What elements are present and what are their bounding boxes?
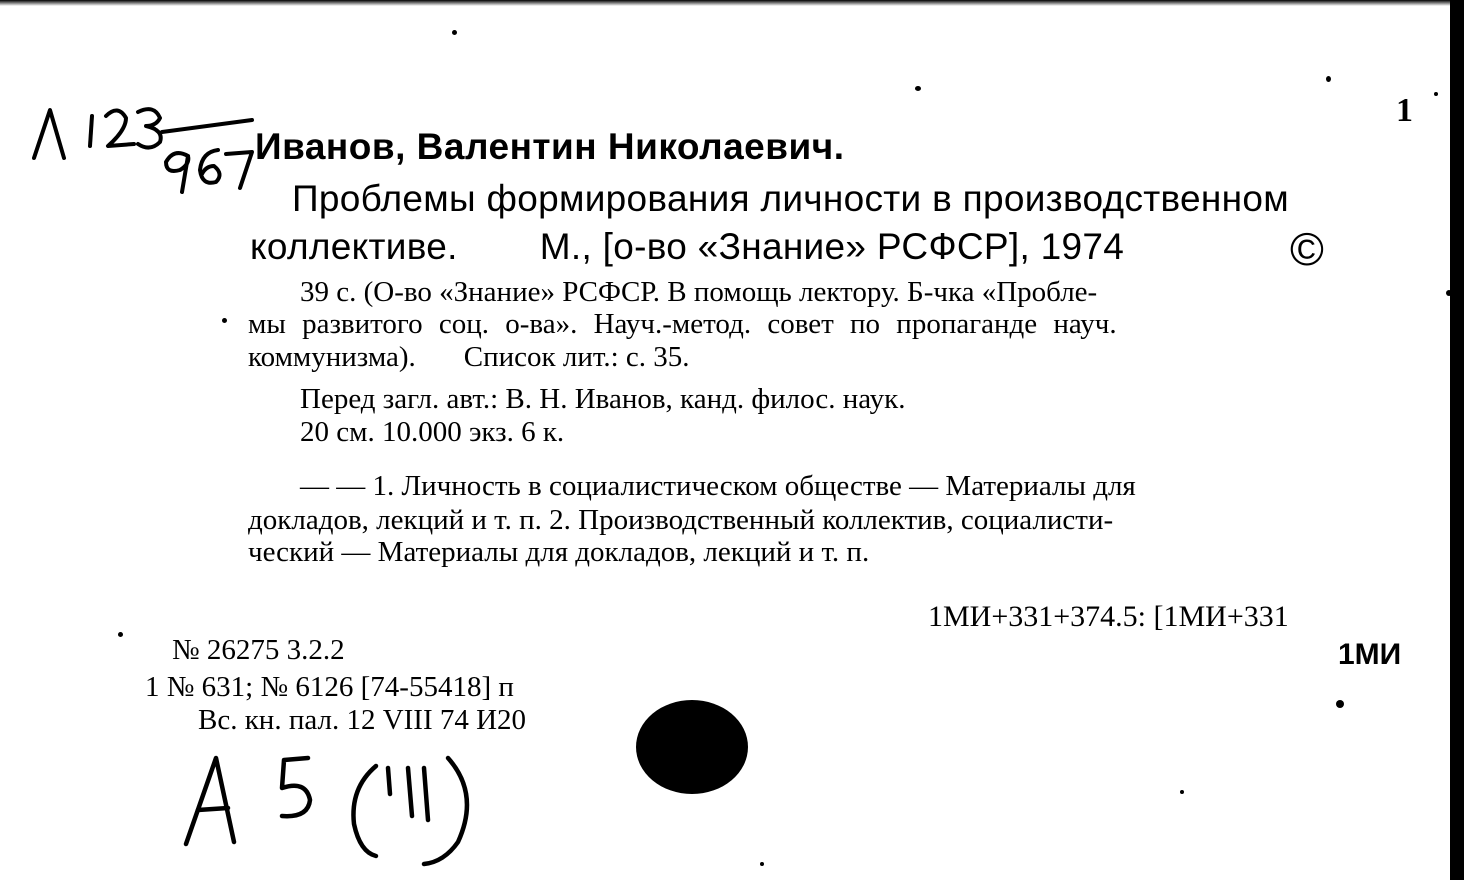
handwritten-shelfmark [30, 96, 260, 196]
author-note: Перед загл. авт.: В. Н. Иванов, канд. филос. наук. [300, 383, 906, 415]
scan-speck [1446, 290, 1452, 296]
scan-speck [1336, 700, 1344, 708]
physical-description: 20 см. 10.000 экз. 6 к. [300, 416, 565, 448]
subject-line-3: ческий — Материалы для докладов, лекций и т. п. [248, 536, 870, 568]
scan-speck [1326, 76, 1331, 82]
punch-hole [636, 700, 748, 794]
classification-index: 1МИ+331+374.5: [1МИ+331 [928, 600, 1289, 633]
copyright-icon: © [1290, 223, 1324, 275]
title-line-2-part-a: коллективе. [250, 226, 458, 267]
scan-speck [222, 318, 227, 323]
scan-speck [1434, 92, 1438, 96]
description-line-3-part-a: коммунизма). [248, 341, 416, 373]
control-numbers: 1 № 631; № 6126 [74-55418] п [145, 671, 514, 703]
card-number: 1 [1396, 92, 1413, 129]
description-line-2: мы развитого соц. о-ва». Науч.-метод. совет по пропаганде науч. [248, 308, 1117, 340]
scan-speck [1180, 790, 1184, 794]
scan-speck [760, 862, 764, 866]
description-line-1: 39 с. (О-во «Знание» РСФСР. В помощь лектору. Б-чка «Пробле- [300, 276, 1098, 308]
title-line-2 [250, 228, 1124, 265]
chamber-registration: Вс. кн. пал. 12 VIII 74 И20 [198, 704, 527, 736]
imprint: М., [о-во «Знание» РСФСР], 1974 [539, 226, 1125, 267]
classification-index-2: 1МИ [1338, 638, 1402, 671]
scan-speck [915, 86, 921, 91]
handwritten-location-mark [180, 744, 500, 874]
registration-number: № 26275 3.2.2 [172, 634, 345, 666]
scan-speck [118, 632, 123, 637]
scan-speck [452, 30, 457, 35]
scan-edge-top [0, 0, 1464, 6]
author-heading: Иванов, Валентин Николаевич. [255, 126, 845, 167]
subject-line-2: докладов, лекций и т. п. 2. Производственный коллектив, социалисти- [248, 504, 1114, 536]
subject-line-1: — — 1. Личность в социалистическом обществе — Материалы для [300, 470, 1136, 502]
scan-edge-right [1450, 0, 1464, 880]
title-line-1: Проблемы формирования личности в производственном [292, 178, 1289, 219]
bibliography-note: Список лит.: с. 35. [463, 341, 690, 373]
description-line-3 [248, 343, 690, 372]
